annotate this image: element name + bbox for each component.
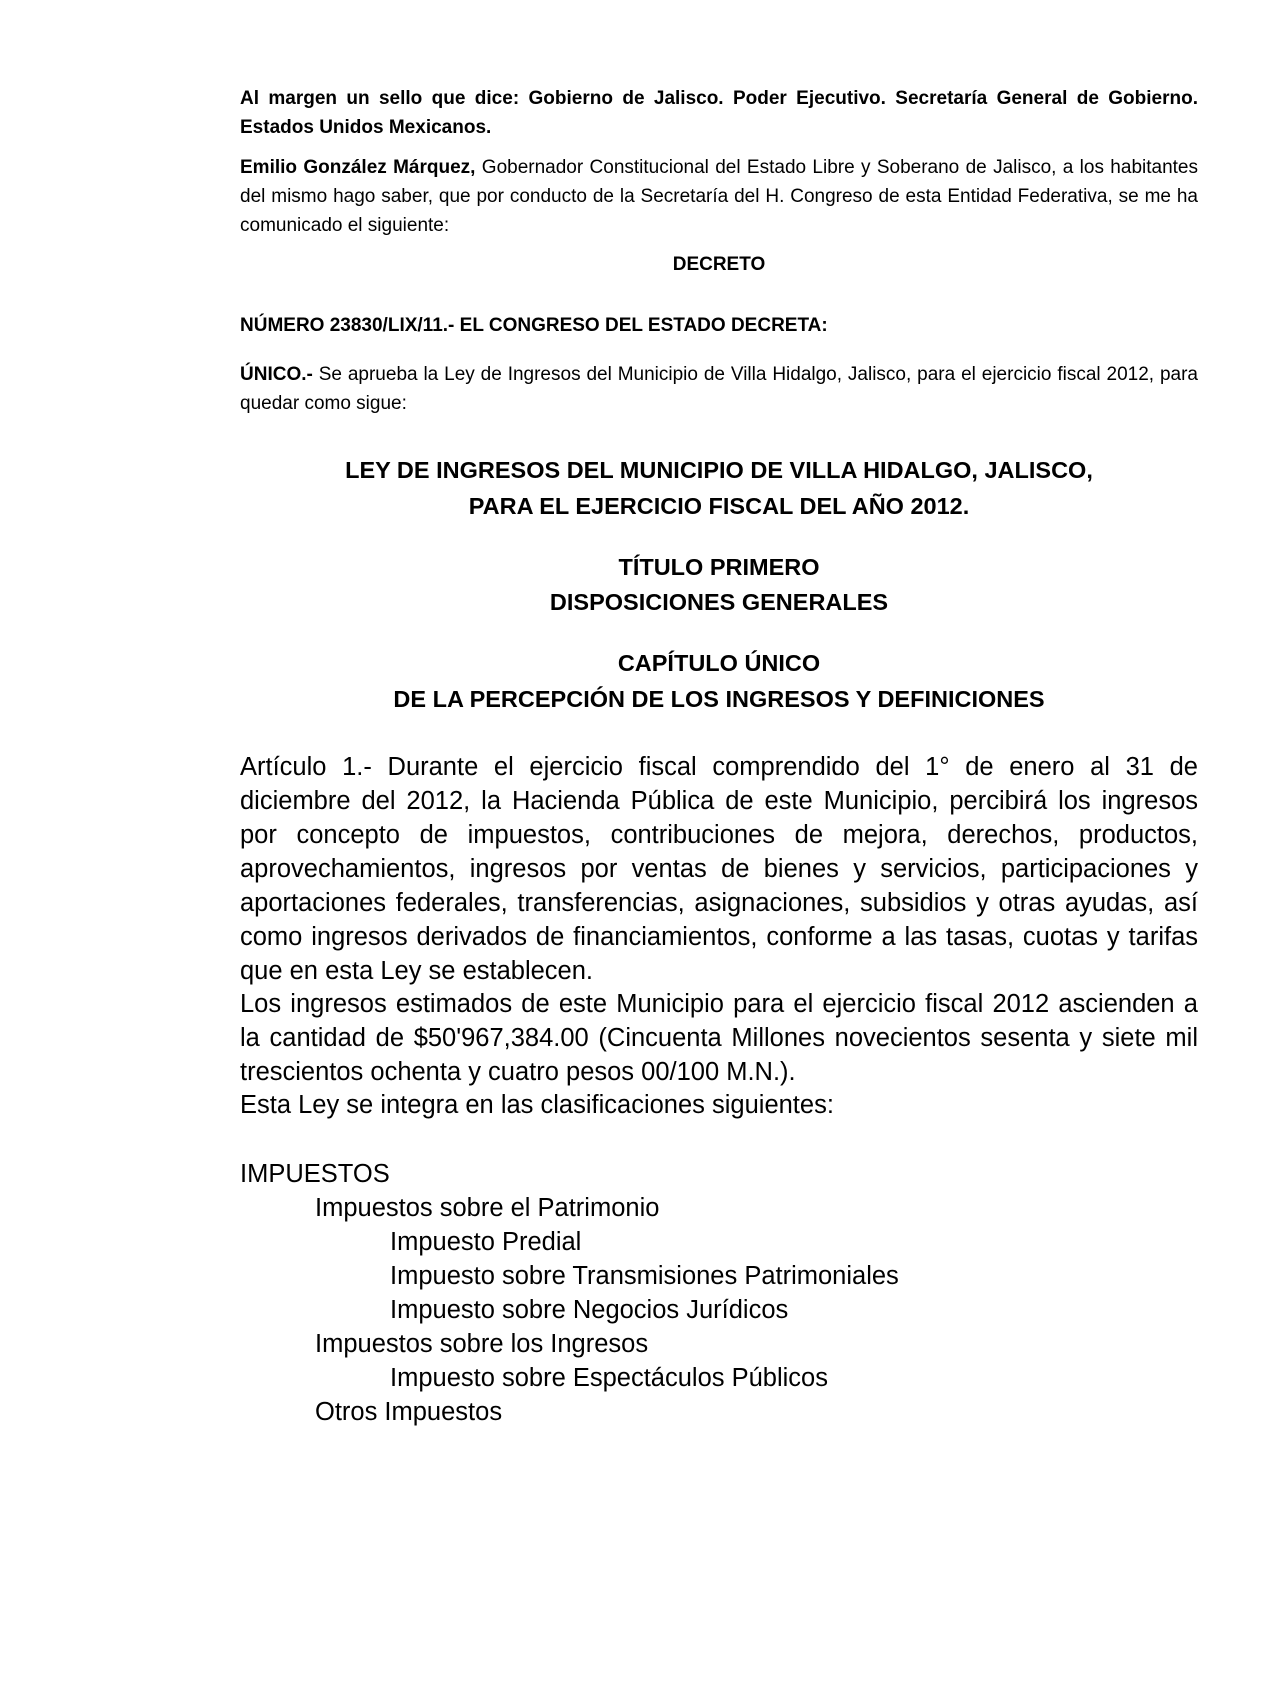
group-otros: Otros Impuestos <box>315 1398 503 1426</box>
list-item: Impuesto sobre Transmisiones Patrimoniales <box>390 1262 899 1290</box>
classification-list <box>240 1157 1198 1429</box>
titulo-line2: DISPOSICIONES GENERALES <box>549 589 889 615</box>
capitulo-line1: CAPÍTULO ÚNICO <box>617 650 821 676</box>
unico-label: ÚNICO.- <box>240 364 313 385</box>
list-item: Impuesto Predial <box>390 1228 582 1256</box>
decree-title: DECRETO <box>672 254 766 275</box>
law-title-line2: PARA EL EJERCICIO FISCAL DEL AÑO 2012. <box>468 493 970 519</box>
governor-paragraph <box>240 153 1198 240</box>
classification-intro: Esta Ley se integra en las clasificaciones siguientes: <box>240 1091 834 1119</box>
group-patrimonio: Impuestos sobre el Patrimonio <box>315 1194 660 1222</box>
seal-note: Al margen un sello que dice: Gobierno de Jalisco. Poder Ejecutivo. Secretaría General de Gobierno. Estados Unidos Mexicanos. <box>240 88 1198 138</box>
capitulo-line2: DE LA PERCEPCIÓN DE LOS INGRESOS Y DEFINICIONES <box>393 686 1045 712</box>
governor-text: Gobernador Constitucional del Estado Libre y Soberano de Jalisco, a los habitantes del mismo hago saber, que por conducto de la Secretaría del H. Congreso de esta Entidad Federativa, se me ha comunicado el siguiente: <box>240 157 1198 236</box>
governor-name: Emilio González Márquez, <box>240 157 476 178</box>
article-1: Artículo 1.- Durante el ejercicio fiscal comprendido del 1° de enero al 31 de diciembre del 2012, la Hacienda Pública de este Municipio, percibirá los ingresos por concepto de impuestos, contribuciones de mejora, derechos, productos, aprovechamientos, ingresos por ventas de bienes y servicios, participaciones y aportaciones federales, transferencias, asignaciones, subsidios y otras ayudas, así como ingresos derivados de financiamientos, conforme a las tasas, cuotas y tarifas que en esta Ley se establecen. <box>240 753 1198 985</box>
category-impuestos: IMPUESTOS <box>240 1160 390 1188</box>
estimated-income: Los ingresos estimados de este Municipio para el ejercicio fiscal 2012 ascienden a la cantidad de $50'967,384.00 (Cincuenta Millones novecientos sesenta y siete mil trescientos ochenta y cuatro pesos 00/100 M.N.). <box>240 990 1198 1086</box>
decree-number: NÚMERO 23830/LIX/11.- EL CONGRESO DEL ESTADO DECRETA: <box>240 315 828 336</box>
law-title-line1: LEY DE INGRESOS DEL MUNICIPIO DE VILLA HIDALGO, JALISCO, <box>345 457 1093 483</box>
unico-text: Se aprueba la Ley de Ingresos del Municipio de Villa Hidalgo, Jalisco, para el ejercicio fiscal 2012, para quedar como sigue: <box>240 364 1198 414</box>
group-ingresos: Impuestos sobre los Ingresos <box>315 1330 649 1358</box>
list-item: Impuesto sobre Negocios Jurídicos <box>390 1296 789 1324</box>
list-item: Impuesto sobre Espectáculos Públicos <box>390 1364 828 1392</box>
unico-paragraph <box>240 360 1198 418</box>
titulo-line1: TÍTULO PRIMERO <box>618 554 820 580</box>
